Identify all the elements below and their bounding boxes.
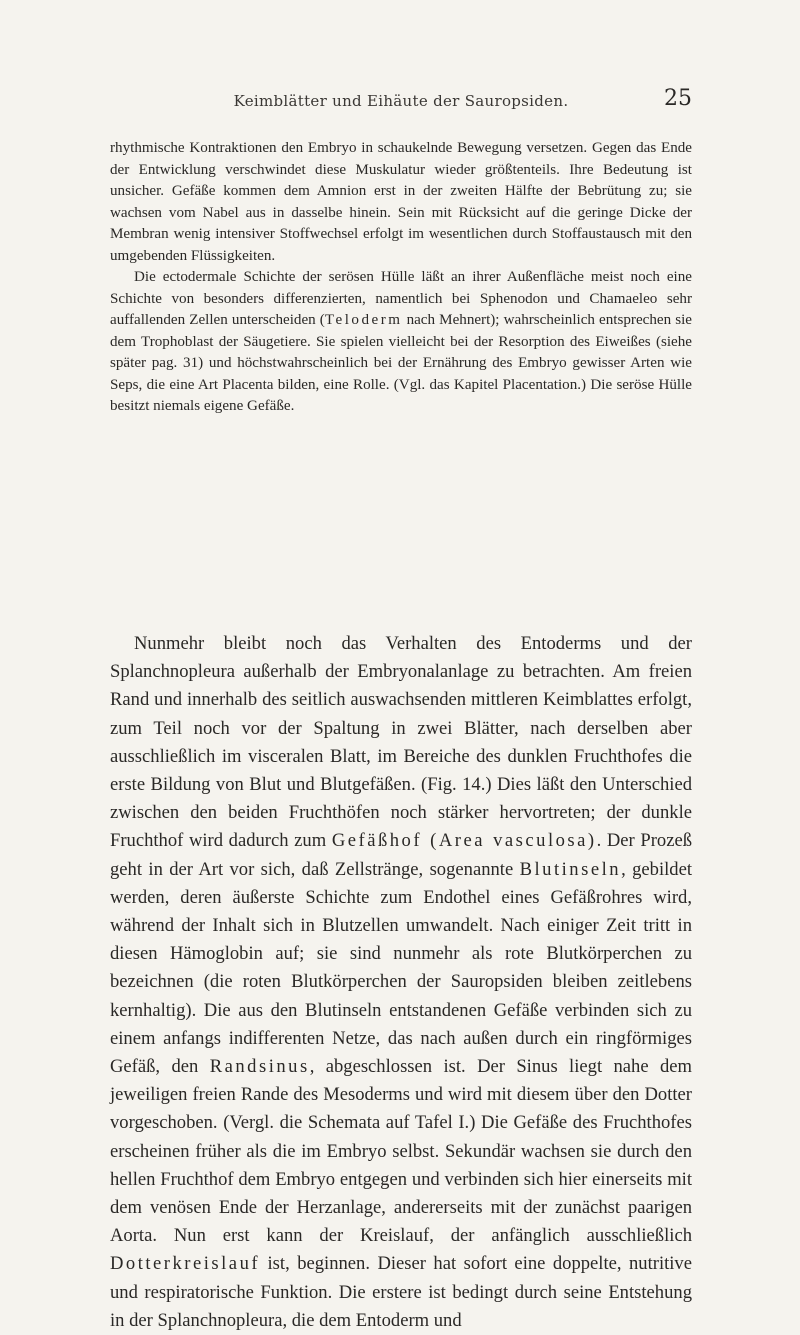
paragraph-3: Nunmehr bleibt noch das Verhalten des Entoderms und der Splanchnopleura außerhalb der Embryonalanlage zu betrachten. Am freien Rand und innerhalb des seitlich auswachsenden mittleren Keimblattes erfolgt, zum Teil noch vor der Spaltung in zwei Blätter, nach derselben aber ausschließlich im visceralen Blatt, im Bereiche des dunklen Fruchthofes die erste Bildung von Blut und Blutgefäßen. (Fig. 14.) Dies läßt den Unterschied zwischen den beiden Fruchthöfen noch stärker hervortreten; der dunkle Fruchthof wird dadurch zum Gefäßhof (Area vasculosa). Der Prozeß geht in der Art vor sich, daß Zellstränge, sogenannte Blutinseln, gebildet werden, deren äußerste Schichte zum Endothel eines Gefäßrohres wird, während der Inhalt sich in Blutzellen umwandelt. Nach einiger Zeit tritt in diesen Hämoglobin auf; sie sind nunmehr als rote Blutkörperchen zu bezeichnen (die roten Blutkörperchen der Sauropsiden bleiben zeitlebens kernhaltig). Die aus den Blutinseln entstandenen Gefäße verbinden sich zu einem anfangs indifferenten Netze, das nach außen durch ein ringförmiges Gefäß, den Randsinus, abgeschlossen ist. Der Sinus liegt nahe dem jeweiligen freien Rande des Mesoderms und wird mit diesem über den Dotter vorgeschoben. (Vergl. die Schemata auf Tafel I.) Die Gefäße des Fruchthofes erscheinen früher als die im Embryo selbst. Sekundär wachsen sie durch den hellen Fruchthof dem Embryo entgegen und verbinden sich hier einerseits mit dem venösen Ende der Herzanlage, andererseits mit der zunächst paarigen Aorta. Nun erst kann der Kreislauf, der anfänglich ausschließlich Dotterkreislauf ist, beginnen. Dieser hat sofort eine doppelte, nutritive und respiratorische Funktion. Die erstere ist bedingt durch seine Entstehung in der Splanchnopleura, die dem Entoderm und xyxy=(110,633,693,1331)
spaced-term-blutinseln: Blutinseln xyxy=(519,858,622,880)
paragraph-2: Die ectodermale Schichte der serösen Hülle läßt an ihrer Außenfläche meist noch eine Schichte von besonders differenzierten, namentlich bei Sphenodon und Chamaeleo sehr auffallenden Zellen unterscheiden (Teloderm nach Mehnert); wahrscheinlich entsprechen sie dem Trophoblast der Säugetiere. Sie spielen vielleicht bei der Resorption des Eiweißes (siehe später pag. 31) und höchstwahrscheinlich bei der Ernährung des Embryo gewisser Arten wie Seps, die eine Art Placenta bilden, eine Rolle. (Vgl. das Kapitel Placentation.) Die seröse Hülle besitzt niemals eigene Gefäße. xyxy=(110,269,692,414)
paragraph-1: rhythmische Kontraktionen den Embryo in schaukelnde Bewegung versetzen. Gegen das Ende der Entwicklung verschwindet diese Muskulatur wieder größtenteils. Ihre Bedeutung ist unsicher. Gefäße kommen dem Amnion erst in der zweiten Hälfte der Bebrütung zu; sie wachsen vom Nabel aus in dasselbe hinein. Sein mit Rücksicht auf die geringe Dicke der Membran wenig intensiver Stoffwechsel erfolgt im wesentlichen durch Stoffaustausch mit den umgebenden Flüssigkeiten. xyxy=(110,140,692,264)
spaced-term-gefaesshof: Gefäßhof (Area vasculosa) xyxy=(331,830,597,852)
spaced-term-dotterkreislauf: Dotterkreislauf xyxy=(110,1253,261,1275)
running-head xyxy=(110,86,692,116)
spaced-term-teloderm: Teloderm xyxy=(324,312,403,328)
running-title: Keimblätter und Eihäute der Sauropsiden. xyxy=(233,92,569,110)
spaced-term-randsinus: Randsinus xyxy=(209,1056,310,1078)
page-number: 25 xyxy=(664,86,692,111)
small-print-section xyxy=(110,138,692,418)
main-text-section xyxy=(110,630,692,1335)
